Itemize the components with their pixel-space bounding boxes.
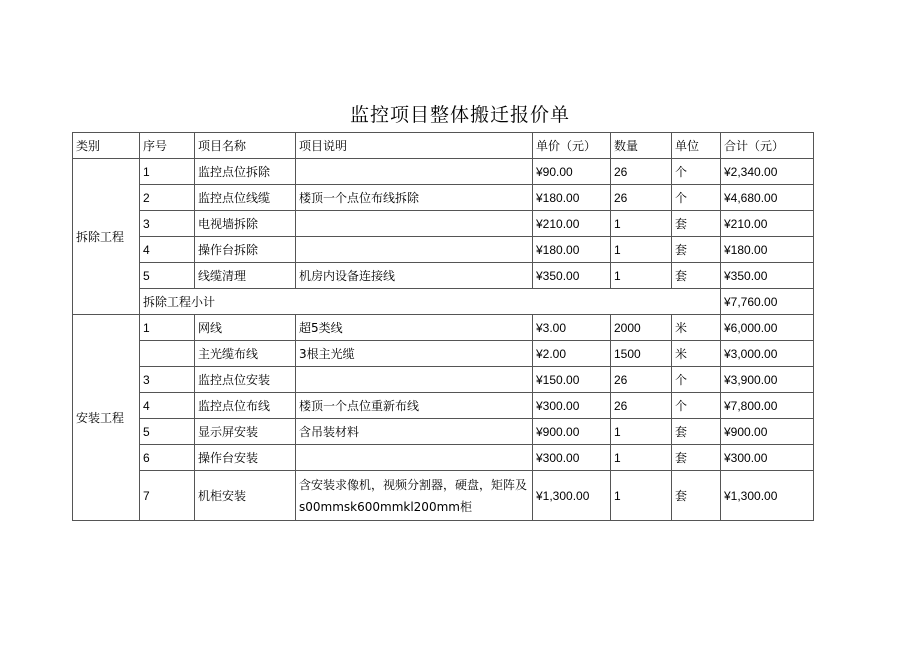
name-cell: 操作台安装 — [195, 445, 296, 471]
name-cell: 监控点位布线 — [195, 393, 296, 419]
unit-cell: 套 — [672, 211, 721, 237]
price-cell: ¥180.00 — [533, 185, 611, 211]
seq-cell: 3 — [140, 211, 195, 237]
seq-cell: 5 — [140, 419, 195, 445]
seq-cell: 3 — [140, 367, 195, 393]
qty-cell: 26 — [611, 185, 672, 211]
total-cell: ¥1,300.00 — [721, 471, 814, 521]
name-cell: 监控点位线缆 — [195, 185, 296, 211]
category-cell: 拆除工程 — [73, 159, 140, 315]
unit-cell: 套 — [672, 471, 721, 521]
subtotal-label: 拆除工程小计 — [140, 289, 721, 315]
unit-cell: 套 — [672, 237, 721, 263]
qty-cell: 2000 — [611, 315, 672, 341]
price-cell: ¥90.00 — [533, 159, 611, 185]
unit-cell: 米 — [672, 341, 721, 367]
subtotal-value: ¥7,760.00 — [721, 289, 814, 315]
seq-cell: 6 — [140, 445, 195, 471]
seq-cell: 4 — [140, 393, 195, 419]
desc-cell — [296, 159, 533, 185]
header-total: 合计（元） — [721, 133, 814, 159]
unit-cell: 套 — [672, 263, 721, 289]
total-cell: ¥900.00 — [721, 419, 814, 445]
desc-cell — [296, 211, 533, 237]
total-cell: ¥3,000.00 — [721, 341, 814, 367]
table-row — [73, 393, 814, 419]
seq-cell — [140, 341, 195, 367]
subtotal-row — [73, 289, 814, 315]
name-cell: 操作台拆除 — [195, 237, 296, 263]
name-cell: 线缆清理 — [195, 263, 296, 289]
price-cell: ¥900.00 — [533, 419, 611, 445]
desc-cell: 含安装求像机，视频分割器，硬盘，矩阵及s00mmsk600mmkl200mm柜 — [296, 471, 533, 521]
price-cell: ¥1,300.00 — [533, 471, 611, 521]
desc-cell: 楼顶一个点位重新布线 — [296, 393, 533, 419]
header-desc: 项目说明 — [296, 133, 533, 159]
desc-cell — [296, 237, 533, 263]
header-qty: 数量 — [611, 133, 672, 159]
price-cell: ¥300.00 — [533, 445, 611, 471]
price-cell: ¥300.00 — [533, 393, 611, 419]
desc-cell: 含吊装材料 — [296, 419, 533, 445]
total-cell: ¥350.00 — [721, 263, 814, 289]
table-row — [73, 185, 814, 211]
unit-cell: 个 — [672, 159, 721, 185]
price-cell: ¥210.00 — [533, 211, 611, 237]
qty-cell: 26 — [611, 159, 672, 185]
unit-cell: 套 — [672, 419, 721, 445]
name-cell: 网线 — [195, 315, 296, 341]
price-cell: ¥3.00 — [533, 315, 611, 341]
seq-cell: 7 — [140, 471, 195, 521]
name-cell: 监控点位安装 — [195, 367, 296, 393]
price-cell: ¥350.00 — [533, 263, 611, 289]
unit-cell: 个 — [672, 367, 721, 393]
total-cell: ¥180.00 — [721, 237, 814, 263]
desc-cell: 楼顶一个点位布线拆除 — [296, 185, 533, 211]
table-row — [73, 237, 814, 263]
table-row — [73, 159, 814, 185]
unit-cell: 套 — [672, 445, 721, 471]
qty-cell: 1 — [611, 471, 672, 521]
price-cell: ¥2.00 — [533, 341, 611, 367]
desc-cell — [296, 445, 533, 471]
desc-cell: 3根主光缆 — [296, 341, 533, 367]
desc-cell — [296, 367, 533, 393]
header-seq: 序号 — [140, 133, 195, 159]
total-cell: ¥3,900.00 — [721, 367, 814, 393]
name-cell: 电视墙拆除 — [195, 211, 296, 237]
name-cell: 主光缆布线 — [195, 341, 296, 367]
qty-cell: 1 — [611, 445, 672, 471]
total-cell: ¥7,800.00 — [721, 393, 814, 419]
price-cell: ¥180.00 — [533, 237, 611, 263]
price-cell: ¥150.00 — [533, 367, 611, 393]
table-row — [73, 419, 814, 445]
table-row — [73, 315, 814, 341]
table-row — [73, 211, 814, 237]
unit-cell: 个 — [672, 185, 721, 211]
total-cell: ¥210.00 — [721, 211, 814, 237]
seq-cell: 1 — [140, 159, 195, 185]
desc-cell: 机房内设备连接线 — [296, 263, 533, 289]
category-cell: 安装工程 — [73, 315, 140, 521]
seq-cell: 4 — [140, 237, 195, 263]
header-category: 类别 — [73, 133, 140, 159]
header-price: 单价（元） — [533, 133, 611, 159]
table-row — [73, 341, 814, 367]
qty-cell: 1 — [611, 211, 672, 237]
table-row — [73, 471, 814, 521]
qty-cell: 1500 — [611, 341, 672, 367]
table-row — [73, 367, 814, 393]
seq-cell: 5 — [140, 263, 195, 289]
seq-cell: 1 — [140, 315, 195, 341]
name-cell: 显示屏安装 — [195, 419, 296, 445]
desc-cell: 超5类线 — [296, 315, 533, 341]
qty-cell: 26 — [611, 367, 672, 393]
document-title: 监控项目整体搬迁报价单 — [349, 104, 570, 126]
total-cell: ¥4,680.00 — [721, 185, 814, 211]
qty-cell: 1 — [611, 263, 672, 289]
table-row — [73, 445, 814, 471]
qty-cell: 1 — [611, 419, 672, 445]
header-name: 项目名称 — [195, 133, 296, 159]
header-unit: 单位 — [672, 133, 721, 159]
unit-cell: 个 — [672, 393, 721, 419]
total-cell: ¥2,340.00 — [721, 159, 814, 185]
quote-table — [72, 132, 814, 521]
table-row — [73, 263, 814, 289]
name-cell: 监控点位拆除 — [195, 159, 296, 185]
qty-cell: 1 — [611, 237, 672, 263]
total-cell: ¥6,000.00 — [721, 315, 814, 341]
header-row — [73, 133, 814, 159]
unit-cell: 米 — [672, 315, 721, 341]
seq-cell: 2 — [140, 185, 195, 211]
qty-cell: 26 — [611, 393, 672, 419]
name-cell: 机柜安装 — [195, 471, 296, 521]
total-cell: ¥300.00 — [721, 445, 814, 471]
